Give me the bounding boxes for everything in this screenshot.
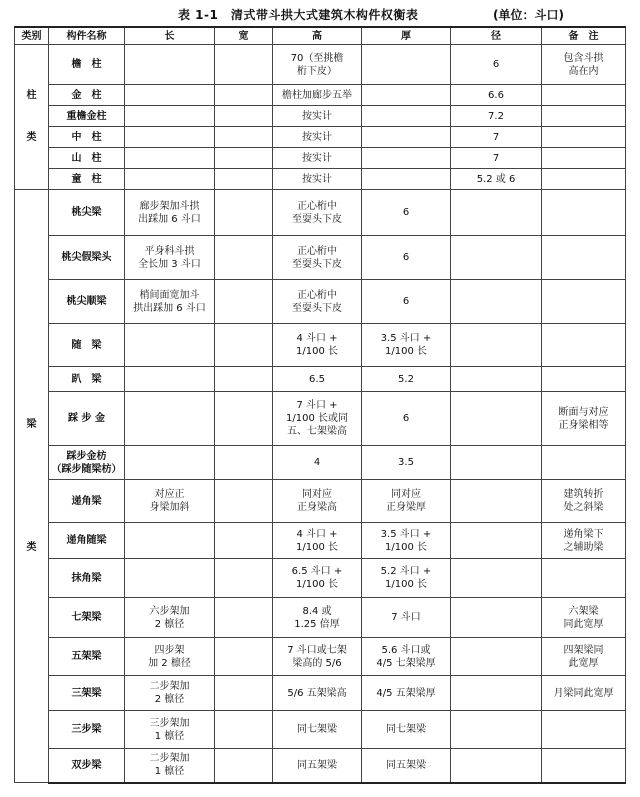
thickness-cell: 6: [362, 392, 451, 446]
header-remarks: 备 注: [542, 27, 626, 45]
length-cell: [125, 127, 215, 148]
component-name-cell: 三架梁: [49, 676, 125, 711]
remarks-cell: [542, 236, 626, 280]
width-cell: [215, 324, 273, 367]
width-cell: [215, 523, 273, 559]
header-width: 宽: [215, 27, 273, 45]
length-cell: 四步架 加 2 檩径: [125, 638, 215, 676]
width-cell: [215, 446, 273, 480]
length-cell: 二步架加 1 檩径: [125, 749, 215, 783]
height-cell: 4 斗口 + 1/100 长: [273, 523, 362, 559]
table-row: [15, 127, 626, 148]
table-row: [15, 190, 626, 236]
thickness-cell: 6: [362, 280, 451, 324]
thickness-cell: [362, 106, 451, 127]
height-cell: 6.5 斗口 + 1/100 长: [273, 559, 362, 598]
width-cell: [215, 45, 273, 85]
table-body: [15, 45, 626, 783]
component-name-cell: 重檐金柱: [49, 106, 125, 127]
diameter-cell: [451, 480, 542, 523]
height-cell: 7 斗口或七架 梁高的 5/6: [273, 638, 362, 676]
diameter-cell: [451, 638, 542, 676]
height-cell: 7 斗口 + 1/100 长或同 五、七架梁高: [273, 392, 362, 446]
remarks-cell: 四架梁同 此宽厚: [542, 638, 626, 676]
header-category: 类别: [15, 27, 49, 45]
table-row: [15, 106, 626, 127]
thickness-cell: 3.5 斗口 + 1/100 长: [362, 324, 451, 367]
height-cell: 同五架梁: [273, 749, 362, 783]
remarks-cell: [542, 446, 626, 480]
height-cell: 8.4 或 1.25 倍厚: [273, 598, 362, 638]
component-name-cell: 递角随梁: [49, 523, 125, 559]
remarks-cell: 断面与对应 正身梁相等: [542, 392, 626, 446]
thickness-cell: 3.5: [362, 446, 451, 480]
component-table: [14, 26, 626, 784]
height-cell: 按实计: [273, 169, 362, 190]
length-cell: [125, 324, 215, 367]
category-char: 梁: [26, 418, 37, 430]
thickness-cell: 同五架梁: [362, 749, 451, 783]
table-row: [15, 148, 626, 169]
table-row: [15, 480, 626, 523]
remarks-cell: 六架梁 同此宽厚: [542, 598, 626, 638]
table-row: [15, 324, 626, 367]
table-row: [15, 280, 626, 324]
length-cell: [125, 85, 215, 106]
height-cell: 4 斗口 + 1/100 长: [273, 324, 362, 367]
remarks-cell: 建筑转折 处之斜梁: [542, 480, 626, 523]
thickness-cell: [362, 85, 451, 106]
component-name-cell: 踩步金枋 （踩步随梁枋）: [49, 446, 125, 480]
width-cell: [215, 598, 273, 638]
width-cell: [215, 236, 273, 280]
width-cell: [215, 85, 273, 106]
length-cell: 二步架加 2 檩径: [125, 676, 215, 711]
remarks-cell: [542, 106, 626, 127]
height-cell: 70（至挑檐 桁下皮）: [273, 45, 362, 85]
thickness-cell: [362, 148, 451, 169]
height-cell: 正心桁中 至耍头下皮: [273, 190, 362, 236]
diameter-cell: 7: [451, 148, 542, 169]
table-row: [15, 85, 626, 106]
length-cell: [125, 45, 215, 85]
diameter-cell: [451, 446, 542, 480]
diameter-cell: 7.2: [451, 106, 542, 127]
table-title: 表 1-1 清式带斗拱大式建筑木构件权衡表: [178, 8, 419, 22]
diameter-cell: [451, 324, 542, 367]
thickness-cell: 3.5 斗口 + 1/100 长: [362, 523, 451, 559]
width-cell: [215, 559, 273, 598]
table-row: [15, 367, 626, 392]
component-name-cell: 踩 步 金: [49, 392, 125, 446]
remarks-cell: [542, 559, 626, 598]
component-name-cell: 桃尖梁: [49, 190, 125, 236]
thickness-cell: 6: [362, 236, 451, 280]
header-length: 长: [125, 27, 215, 45]
width-cell: [215, 367, 273, 392]
height-cell: 同七架梁: [273, 711, 362, 749]
thickness-cell: 同对应 正身梁厚: [362, 480, 451, 523]
table-row: [15, 676, 626, 711]
diameter-cell: [451, 676, 542, 711]
length-cell: 廊步架加斗拱 出踩加 6 斗口: [125, 190, 215, 236]
category-char: 柱: [26, 90, 37, 101]
component-name-cell: 金 柱: [49, 85, 125, 106]
height-cell: 5/6 五架梁高: [273, 676, 362, 711]
component-name-cell: 递角梁: [49, 480, 125, 523]
height-cell: 同对应 正身梁高: [273, 480, 362, 523]
thickness-cell: 5.2 斗口 + 1/100 长: [362, 559, 451, 598]
component-name-cell: 檐 柱: [49, 45, 125, 85]
component-name-cell: 山 柱: [49, 148, 125, 169]
length-cell: [125, 523, 215, 559]
remarks-cell: [542, 148, 626, 169]
thickness-cell: 7 斗口: [362, 598, 451, 638]
length-cell: 对应正 身梁加斜: [125, 480, 215, 523]
remarks-cell: [542, 711, 626, 749]
length-cell: [125, 559, 215, 598]
height-cell: 正心桁中 至耍头下皮: [273, 236, 362, 280]
width-cell: [215, 190, 273, 236]
header-row: [15, 27, 626, 45]
category-cell: [15, 45, 49, 190]
length-cell: [125, 106, 215, 127]
width-cell: [215, 280, 273, 324]
height-cell: 按实计: [273, 106, 362, 127]
remarks-cell: [542, 127, 626, 148]
height-cell: 正心桁中 至耍头下皮: [273, 280, 362, 324]
length-cell: [125, 148, 215, 169]
length-cell: 平身科斗拱 全长加 3 斗口: [125, 236, 215, 280]
diameter-cell: [451, 523, 542, 559]
length-cell: 梢间面宽加斗 拱出踩加 6 斗口: [125, 280, 215, 324]
remarks-cell: [542, 280, 626, 324]
width-cell: [215, 148, 273, 169]
thickness-cell: [362, 45, 451, 85]
height-cell: 按实计: [273, 127, 362, 148]
diameter-cell: [451, 559, 542, 598]
diameter-cell: [451, 367, 542, 392]
header-component-name: 构件名称: [49, 27, 125, 45]
thickness-cell: 同七架梁: [362, 711, 451, 749]
length-cell: 六步架加 2 檩径: [125, 598, 215, 638]
header-thickness: 厚: [362, 27, 451, 45]
table-row: [15, 45, 626, 85]
category-char: 类: [26, 541, 37, 553]
height-cell: 4: [273, 446, 362, 480]
table-row: [15, 392, 626, 446]
component-name-cell: 双步梁: [49, 749, 125, 783]
height-cell: 檐柱加廊步五举: [273, 85, 362, 106]
height-cell: 按实计: [273, 148, 362, 169]
component-name-cell: 童 柱: [49, 169, 125, 190]
remarks-cell: [542, 85, 626, 106]
component-name-cell: 桃尖假梁头: [49, 236, 125, 280]
diameter-cell: [451, 749, 542, 783]
component-name-cell: 中 柱: [49, 127, 125, 148]
width-cell: [215, 676, 273, 711]
table-row: [15, 523, 626, 559]
diameter-cell: 6: [451, 45, 542, 85]
table-row: [15, 749, 626, 783]
diameter-cell: [451, 598, 542, 638]
diameter-cell: [451, 711, 542, 749]
width-cell: [215, 169, 273, 190]
width-cell: [215, 106, 273, 127]
width-cell: [215, 127, 273, 148]
remarks-cell: [542, 324, 626, 367]
table-row: [15, 598, 626, 638]
thickness-cell: [362, 127, 451, 148]
width-cell: [215, 638, 273, 676]
remarks-cell: [542, 749, 626, 783]
height-cell: 6.5: [273, 367, 362, 392]
table-row: [15, 559, 626, 598]
component-name-cell: 趴 梁: [49, 367, 125, 392]
diameter-cell: [451, 392, 542, 446]
remarks-cell: 包含斗拱 高在内: [542, 45, 626, 85]
category-cell: [15, 190, 49, 783]
remarks-cell: [542, 367, 626, 392]
table-row: [15, 236, 626, 280]
category-char: 类: [26, 132, 37, 143]
thickness-cell: 6: [362, 190, 451, 236]
diameter-cell: [451, 236, 542, 280]
table-row: [15, 446, 626, 480]
table-caption: [0, 0, 640, 26]
header-diameter: 径: [451, 27, 542, 45]
thickness-cell: 4/5 五架梁厚: [362, 676, 451, 711]
width-cell: [215, 392, 273, 446]
component-name-cell: 五架梁: [49, 638, 125, 676]
table-row: [15, 638, 626, 676]
length-cell: [125, 446, 215, 480]
width-cell: [215, 749, 273, 783]
diameter-cell: [451, 190, 542, 236]
remarks-cell: 递角梁下 之辅助梁: [542, 523, 626, 559]
remarks-cell: [542, 190, 626, 236]
length-cell: [125, 367, 215, 392]
thickness-cell: 5.6 斗口或 4/5 七架梁厚: [362, 638, 451, 676]
component-name-cell: 七架梁: [49, 598, 125, 638]
width-cell: [215, 480, 273, 523]
unit-note: (单位：斗口): [493, 8, 564, 22]
length-cell: [125, 169, 215, 190]
header-height: 高: [273, 27, 362, 45]
component-name-cell: 三步梁: [49, 711, 125, 749]
length-cell: 三步架加 1 檩径: [125, 711, 215, 749]
thickness-cell: [362, 169, 451, 190]
remarks-cell: [542, 169, 626, 190]
diameter-cell: 7: [451, 127, 542, 148]
component-name-cell: 随 梁: [49, 324, 125, 367]
diameter-cell: 5.2 或 6: [451, 169, 542, 190]
diameter-cell: 6.6: [451, 85, 542, 106]
remarks-cell: 月梁同此宽厚: [542, 676, 626, 711]
table-row: [15, 711, 626, 749]
component-name-cell: 抹角梁: [49, 559, 125, 598]
diameter-cell: [451, 280, 542, 324]
component-name-cell: 桃尖顺梁: [49, 280, 125, 324]
table-row: [15, 169, 626, 190]
thickness-cell: 5.2: [362, 367, 451, 392]
width-cell: [215, 711, 273, 749]
length-cell: [125, 392, 215, 446]
